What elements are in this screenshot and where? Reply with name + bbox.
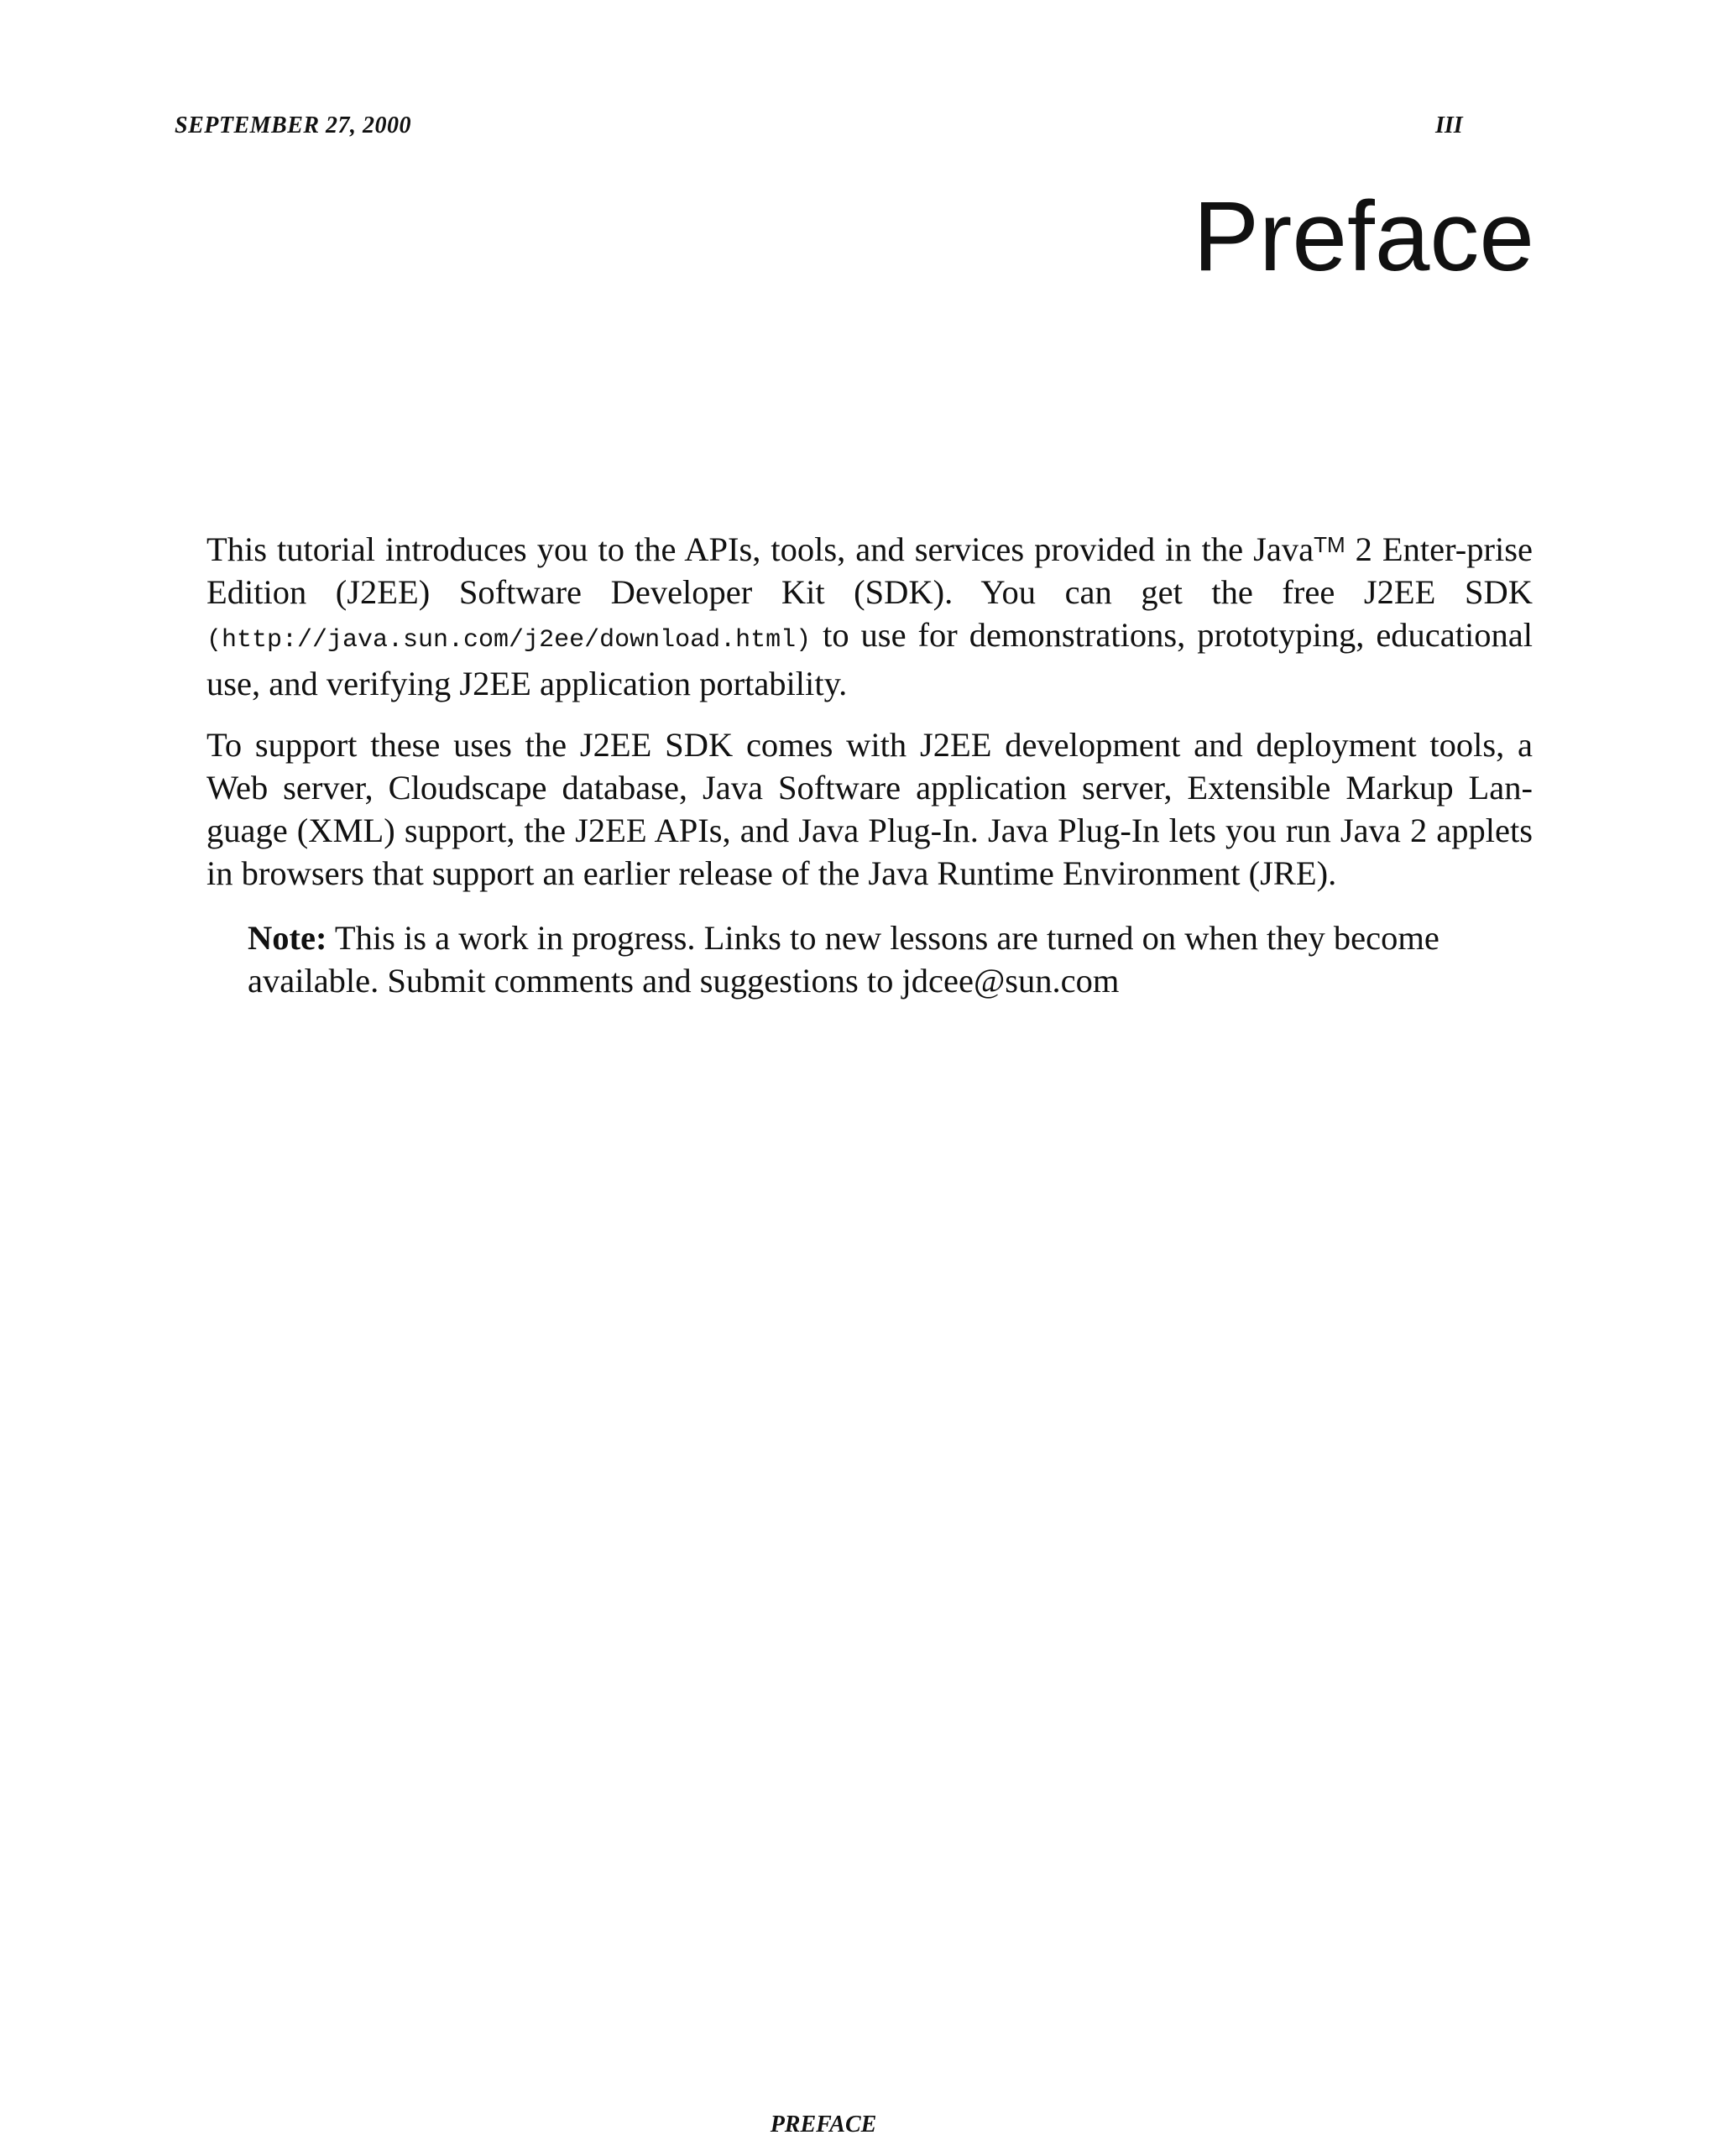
intro-paragraph — [206, 524, 1533, 705]
running-footer: PREFACE — [770, 2112, 877, 2138]
intro-text-end: to use for demonstrations, prototyping, educational use, and verifying J2EE application portability. — [206, 616, 1533, 702]
note-block — [248, 916, 1507, 1002]
intro-text-middle: 2 Enter-prise Edition (J2EE) Software Developer Kit (SDK). You can get the free J2EE SDK — [206, 530, 1534, 611]
body-text — [206, 524, 1533, 1002]
running-header-date: SEPTEMBER 27, 2000 — [175, 112, 412, 138]
support-paragraph: To support these uses the J2EE SDK comes with J2EE development and deployment tools, a Web server, Cloudscape database, Java Software application server, Extensible Markup Lan-guage (XML) support, the J2EE APIs, and Java Plug-In. Java Plug-In lets you run Java 2 applets in browsers that support an earlier release of the Java Runtime Environment (JRE). — [206, 726, 1533, 892]
page-number: III — [1435, 112, 1463, 138]
trademark-symbol: TM — [1314, 532, 1345, 557]
note-text: This is a work in progress. Links to new lessons are turned on when they become available. Submit comments and suggestions to jdcee@sun.com — [248, 919, 1439, 1000]
download-url: (http://java.sun.com/j2ee/download.html) — [206, 626, 812, 655]
chapter-title: Preface — [1193, 181, 1534, 292]
note-label: Note: — [248, 919, 327, 957]
intro-text-start: This tutorial introduces you to the APIs, tools, and services provided in the Java — [206, 530, 1314, 568]
